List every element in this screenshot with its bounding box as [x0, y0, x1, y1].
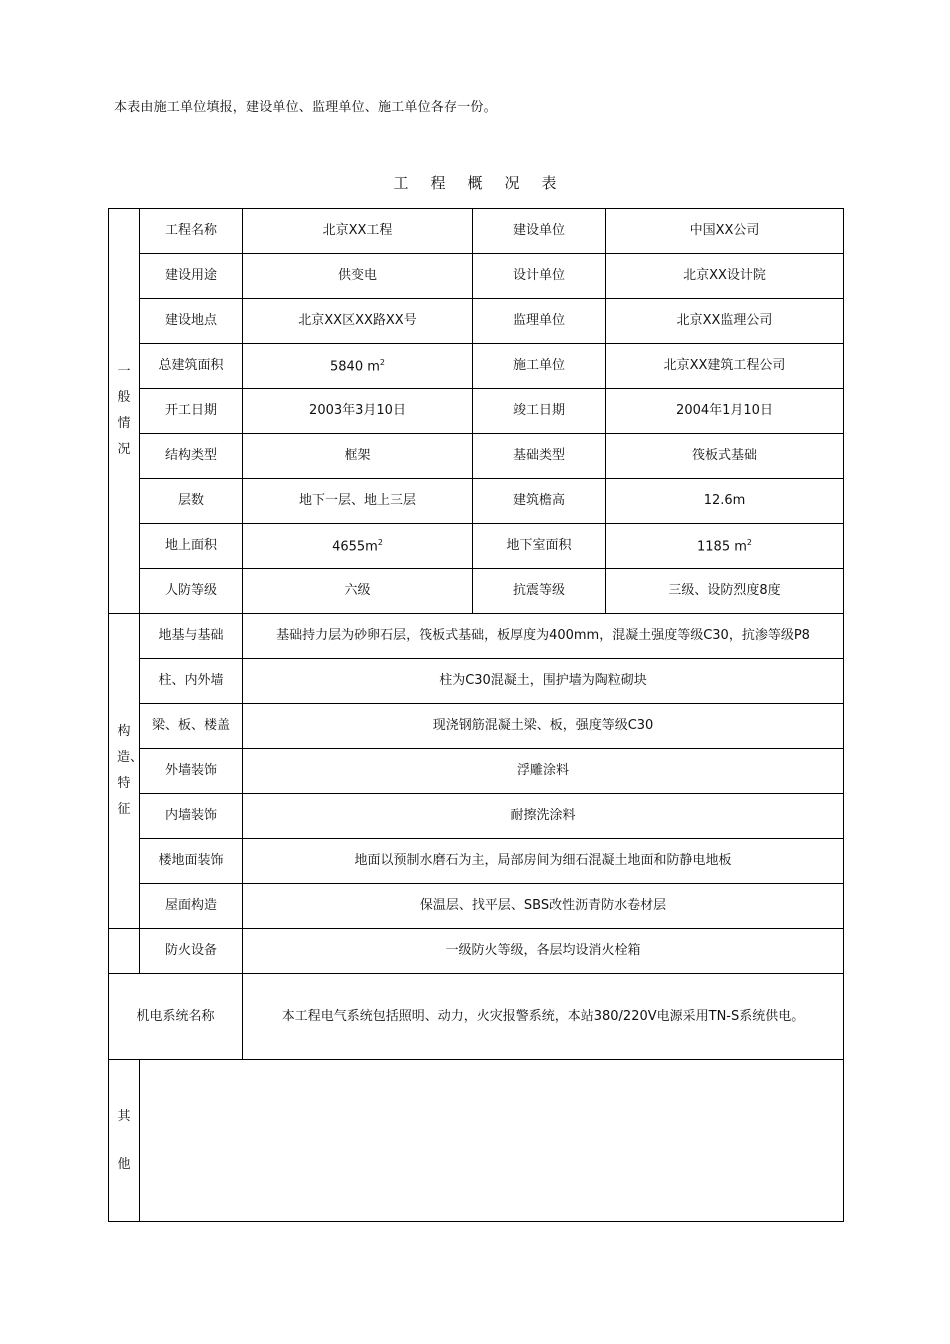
- superscript: 2: [379, 357, 385, 367]
- table-row: [109, 614, 844, 659]
- category-other: 其他: [109, 1060, 140, 1222]
- field-value: 北京XX区XX路XX号: [243, 299, 473, 344]
- field-label: 建筑檐高: [473, 479, 606, 524]
- field-value: 2004年1月10日: [606, 389, 844, 434]
- field-label: 防火设备: [140, 929, 243, 974]
- field-label: 屋面构造: [140, 884, 243, 929]
- table-row: [109, 299, 844, 344]
- category-general: 一般情况: [109, 209, 140, 614]
- project-overview-table: [108, 208, 844, 1222]
- table-row: [109, 569, 844, 614]
- field-label: 地上面积: [140, 524, 243, 569]
- value-text: 4655m: [332, 538, 378, 554]
- table-row: [109, 479, 844, 524]
- field-value: 北京XX监理公司: [606, 299, 844, 344]
- field-label: 设计单位: [473, 254, 606, 299]
- field-value: 供变电: [243, 254, 473, 299]
- table-row: [109, 974, 844, 1060]
- other-content: [140, 1060, 844, 1222]
- field-label: 工程名称: [140, 209, 243, 254]
- superscript: 2: [377, 537, 383, 547]
- field-label: 施工单位: [473, 344, 606, 389]
- table-row: [109, 1060, 844, 1222]
- superscript: 2: [746, 537, 752, 547]
- field-value: 12.6m: [606, 479, 844, 524]
- field-label: 梁、板、楼盖: [140, 704, 243, 749]
- field-value: 本工程电气系统包括照明、动力，火灾报警系统，本站380/220V电源采用TN-S系统供电。: [243, 974, 844, 1060]
- table-row: [109, 254, 844, 299]
- field-label: 楼地面装饰: [140, 839, 243, 884]
- table-row: [109, 839, 844, 884]
- field-label: 抗震等级: [473, 569, 606, 614]
- table-row: [109, 344, 844, 389]
- field-value: 2003年3月10日: [243, 389, 473, 434]
- value-text: 1185 m: [697, 538, 747, 554]
- field-value: 三级、设防烈度8度: [606, 569, 844, 614]
- empty-category-cell: [109, 929, 140, 974]
- field-value: 地面以预制水磨石为主，局部房间为细石混凝土地面和防静电地板: [243, 839, 844, 884]
- field-value: 北京XX工程: [243, 209, 473, 254]
- field-label: 建设地点: [140, 299, 243, 344]
- field-label: 地基与基础: [140, 614, 243, 659]
- field-value: 六级: [243, 569, 473, 614]
- table-row: [109, 704, 844, 749]
- field-label: 建设单位: [473, 209, 606, 254]
- field-value: 柱为C30混凝土，围护墙为陶粒砌块: [243, 659, 844, 704]
- field-value: 筏板式基础: [606, 434, 844, 479]
- table-row: [109, 929, 844, 974]
- field-label: 基础类型: [473, 434, 606, 479]
- table-row: [109, 884, 844, 929]
- field-value: 北京XX建筑工程公司: [606, 344, 844, 389]
- field-value: 一级防火等级，各层均设消火栓箱: [243, 929, 844, 974]
- value-text: 5840 m: [330, 358, 380, 374]
- field-label: 监理单位: [473, 299, 606, 344]
- field-value: 浮雕涂料: [243, 749, 844, 794]
- field-label: 层数: [140, 479, 243, 524]
- category-construction: 构造、特征: [109, 614, 140, 929]
- field-label: 机电系统名称: [109, 974, 243, 1060]
- field-label: 总建筑面积: [140, 344, 243, 389]
- field-label: 开工日期: [140, 389, 243, 434]
- table-row: [109, 794, 844, 839]
- field-label: 柱、内外墙: [140, 659, 243, 704]
- field-value: [243, 344, 473, 389]
- table-row: [109, 524, 844, 569]
- field-value: 现浇钢筋混凝土梁、板，强度等级C30: [243, 704, 844, 749]
- field-value: [243, 524, 473, 569]
- table-row: [109, 749, 844, 794]
- field-value: 耐擦洗涂料: [243, 794, 844, 839]
- table-row: [109, 209, 844, 254]
- field-label: 建设用途: [140, 254, 243, 299]
- field-value: 中国XX公司: [606, 209, 844, 254]
- field-label: 外墙装饰: [140, 749, 243, 794]
- field-value: 保温层、找平层、SBS改性沥青防水卷材层: [243, 884, 844, 929]
- field-label: 人防等级: [140, 569, 243, 614]
- field-value: [606, 524, 844, 569]
- field-value: 北京XX设计院: [606, 254, 844, 299]
- field-value: 框架: [243, 434, 473, 479]
- table-row: [109, 659, 844, 704]
- field-label: 竣工日期: [473, 389, 606, 434]
- field-label: 内墙装饰: [140, 794, 243, 839]
- page-title: 工程概况表: [393, 174, 579, 192]
- field-label: 地下室面积: [473, 524, 606, 569]
- table-row: [109, 389, 844, 434]
- field-value: 基础持力层为砂卵石层，筏板式基础，板厚度为400mm，混凝土强度等级C30，抗渗等级P8: [243, 614, 844, 659]
- field-value: 地下一层、地上三层: [243, 479, 473, 524]
- field-label: 结构类型: [140, 434, 243, 479]
- header-note: 本表由施工单位填报，建设单位、监理单位、施工单位各存一份。: [114, 100, 497, 115]
- table-row: [109, 434, 844, 479]
